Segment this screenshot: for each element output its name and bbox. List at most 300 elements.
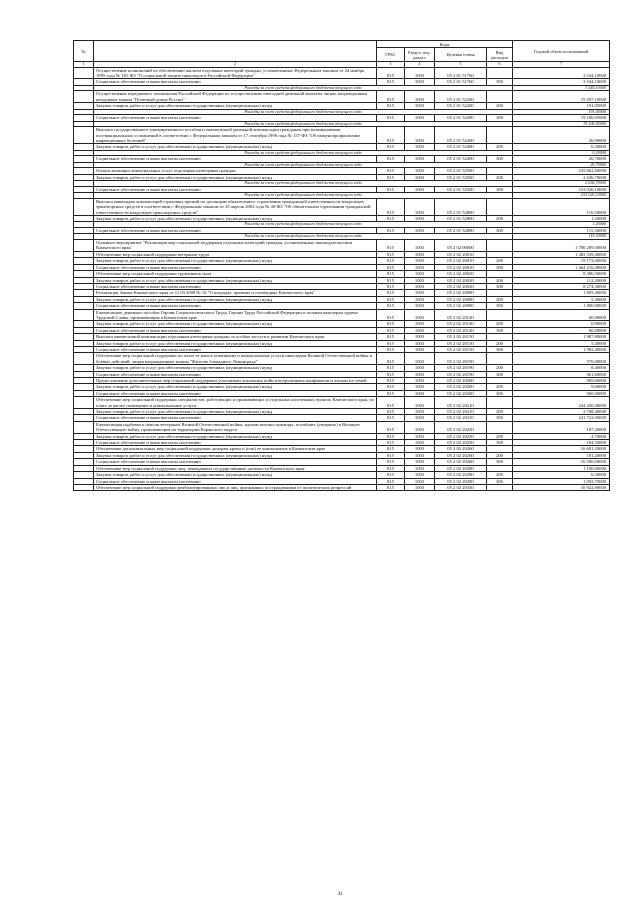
row-name: Социальное обеспечение и иные выплаты населению bbox=[94, 415, 377, 421]
row-target: 05 2 02 20190 bbox=[435, 365, 487, 371]
row-target: 05 2 02 20080 bbox=[435, 303, 487, 309]
row-amount: 1 100,00000 bbox=[513, 465, 610, 471]
row-grbs: 815 bbox=[377, 371, 405, 377]
row-amount: 244 430,40000 bbox=[513, 397, 610, 409]
row-section: 1003 bbox=[405, 484, 435, 490]
row-target: 05 2 01 52500 bbox=[435, 174, 487, 180]
row-grbs: 815 bbox=[377, 198, 405, 215]
row-name: Выплата ежемесячной компенсации отдельным категориям граждан за особые заслуги в развитии Камчатского края bbox=[94, 334, 377, 340]
row-target: 05 2 02 20020 bbox=[435, 277, 487, 283]
row-grbs: 815 bbox=[377, 321, 405, 327]
row-grbs: 815 bbox=[377, 472, 405, 478]
row-amount: 60,90000 bbox=[513, 309, 610, 321]
row-grbs: 815 bbox=[377, 67, 405, 79]
row-amount: 1 800,00000 bbox=[513, 303, 610, 309]
row-name: Закупка товаров, работ и услуг для обеспечения государственных (муниципальных) нужд bbox=[94, 433, 377, 439]
row-type bbox=[487, 421, 513, 433]
row-grbs: 815 bbox=[377, 446, 405, 452]
row-target: 05 2 02 20250 bbox=[435, 433, 487, 439]
row-section: 1003 bbox=[405, 198, 435, 215]
row-grbs: 815 bbox=[377, 327, 405, 333]
row-amount: 233 026,10000 bbox=[513, 193, 610, 199]
row-type: 300 bbox=[487, 478, 513, 484]
row-amount: 184,50000 bbox=[513, 440, 610, 446]
row-name: Осуществление полномочий по обеспечению жильем отдельных категорий граждан, установленных Федеральным законом от 24 ноября 1995 года № 181-ФЗ "О социальной защите инвалидов в Российской Федерации" bbox=[94, 67, 377, 79]
row-name: Обеспечение мер социальной поддержки лиц, замещавших государственные должности Камчатского края bbox=[94, 465, 377, 471]
row-grbs: 815 bbox=[377, 465, 405, 471]
row-target: 05 2 02 20190 bbox=[435, 371, 487, 377]
row-target: 05 2 02 20190 bbox=[435, 353, 487, 365]
index-cell: 2 bbox=[94, 62, 377, 68]
header-grbs: ГРБС bbox=[377, 48, 405, 62]
row-note-text: Расходы за счет средств федерального бюджета текущего года bbox=[94, 121, 513, 127]
row-target: 05 2 02 20330 bbox=[435, 484, 487, 490]
row-section: 1003 bbox=[405, 271, 435, 277]
row-section: 1003 bbox=[405, 79, 435, 85]
row-type bbox=[487, 67, 513, 79]
index-cell: 3 bbox=[377, 62, 405, 68]
row-section: 1003 bbox=[405, 127, 435, 144]
row-target: 05 2 02 20260 bbox=[435, 459, 487, 465]
row-name: Социальное обеспечение и иные выплаты населению bbox=[94, 478, 377, 484]
row-type: 200 bbox=[487, 472, 513, 478]
row-section: 1003 bbox=[405, 397, 435, 409]
row-type: 200 bbox=[487, 216, 513, 222]
row-section: 1003 bbox=[405, 264, 435, 270]
row-target: 05 2 02 20150 bbox=[435, 346, 487, 352]
row-type: 200 bbox=[487, 144, 513, 150]
row-type bbox=[487, 484, 513, 490]
row-amount: 115,30000 bbox=[513, 234, 610, 240]
row-target: 05 2 01 52400 bbox=[435, 144, 487, 150]
table-row bbox=[74, 91, 610, 103]
row-type bbox=[487, 91, 513, 103]
row-note-text: Расходы за счет средств федерального бюджета текущего года bbox=[94, 109, 513, 115]
row-grbs: 815 bbox=[377, 409, 405, 415]
row-name: Закупка товаров, работ и услуг для обеспечения государственных (муниципальных) нужд bbox=[94, 340, 377, 346]
row-target: 05 2 01 52500 bbox=[435, 186, 487, 192]
row-section: 1003 bbox=[405, 277, 435, 283]
row-section: 1003 bbox=[405, 346, 435, 352]
row-num bbox=[74, 240, 94, 252]
row-type: 200 bbox=[487, 174, 513, 180]
row-type: 300 bbox=[487, 346, 513, 352]
row-grbs: 815 bbox=[377, 303, 405, 309]
row-section: 1003 bbox=[405, 409, 435, 415]
row-name: Социальное обеспечение и иные выплаты населению bbox=[94, 186, 377, 192]
row-amount: 0,20000 bbox=[513, 144, 610, 150]
row-amount: 19 106,05000 bbox=[513, 115, 610, 121]
row-target: 05 2 02 20210 bbox=[435, 409, 487, 415]
row-target: 05 2 02 20280 bbox=[435, 472, 487, 478]
row-target: 05 2 01 52800 bbox=[435, 228, 487, 234]
row-type: 200 bbox=[487, 258, 513, 264]
table-row bbox=[74, 198, 610, 215]
row-section: 1003 bbox=[405, 115, 435, 121]
row-type: 300 bbox=[487, 283, 513, 289]
row-target: 05 2 02 20010 bbox=[435, 251, 487, 257]
row-section: 1003 bbox=[405, 433, 435, 439]
row-section: 1003 bbox=[405, 228, 435, 234]
row-name: Обеспечение мер социальной поддержки тружеников тыла bbox=[94, 271, 377, 277]
row-grbs: 815 bbox=[377, 127, 405, 144]
row-section: 1003 bbox=[405, 251, 435, 257]
row-name: Закупка товаров, работ и услуг для обеспечения государственных (муниципальных) нужд bbox=[94, 174, 377, 180]
row-grbs: 815 bbox=[377, 296, 405, 302]
row-amount: 26,70000 bbox=[513, 162, 610, 168]
row-amount: 181,20000 bbox=[513, 452, 610, 458]
row-amount: 2 636,70000 bbox=[513, 174, 610, 180]
row-name: Закупка товаров, работ и услуг для обеспечения государственных (муниципальных) нужд bbox=[94, 365, 377, 371]
row-type: 200 bbox=[487, 384, 513, 390]
header-amount: Годовой объем ассигнований bbox=[513, 41, 610, 62]
row-target: 05 2 02 20140 bbox=[435, 309, 487, 321]
row-name: Социальное обеспечение и иные выплаты населению bbox=[94, 390, 377, 396]
header-num: № bbox=[74, 41, 94, 62]
row-type: 200 bbox=[487, 409, 513, 415]
row-amount: 1 780 289,50000 bbox=[513, 240, 610, 252]
row-section: 1003 bbox=[405, 303, 435, 309]
row-target: 05 2 01 52200 bbox=[435, 91, 487, 103]
row-amount: 8 386,50000 bbox=[513, 271, 610, 277]
row-name: Социальное обеспечение и иные выплаты населению bbox=[94, 156, 377, 162]
row-section: 1003 bbox=[405, 384, 435, 390]
row-name: Социальное обеспечение и иные выплаты населению bbox=[94, 228, 377, 234]
row-target: 05 2 02 20150 bbox=[435, 340, 487, 346]
row-note-text: Расходы за счет средств федерального бюджета текущего года bbox=[94, 181, 513, 187]
index-cell: 6 bbox=[487, 62, 513, 68]
table-row bbox=[74, 353, 610, 365]
row-section: 1003 bbox=[405, 465, 435, 471]
row-amount: 1 987,80000 bbox=[513, 334, 610, 340]
index-cell: 4 bbox=[405, 62, 435, 68]
row-num bbox=[74, 421, 94, 433]
row-target: 05 2 02 20260 bbox=[435, 446, 487, 452]
row-name: Обеспечение мер социальной поддержки по плате за жилое помещение и коммунальные услуги инвалидам Великой Отечественной войны и боевых действий, лицам награжденным знаком "Жителю блокадного Ленинграда" bbox=[94, 353, 377, 365]
row-target: 05 2 02 20200 bbox=[435, 378, 487, 384]
row-type bbox=[487, 198, 513, 215]
row-num bbox=[74, 91, 94, 103]
row-target: 05 2 02 20260 bbox=[435, 452, 487, 458]
row-target: 05 2 01 52400 bbox=[435, 127, 487, 144]
row-amount: 16 500,00000 bbox=[513, 459, 610, 465]
row-grbs: 815 bbox=[377, 216, 405, 222]
row-grbs: 815 bbox=[377, 384, 405, 390]
row-type bbox=[487, 240, 513, 252]
table-row bbox=[74, 421, 610, 433]
row-name: Закупка товаров, работ и услуг для обеспечения государственных (муниципальных) нужд bbox=[94, 409, 377, 415]
row-amount: 19 173,00000 bbox=[513, 258, 610, 264]
row-grbs: 815 bbox=[377, 421, 405, 433]
row-section: 1003 bbox=[405, 478, 435, 484]
row-note-text: Расходы за счет средств федерального бюджета текущего года bbox=[94, 85, 513, 91]
row-name: Закупка товаров, работ и услуг для обеспечения государственных (муниципальных) нужд bbox=[94, 296, 377, 302]
row-target: 05 2 02 20140 bbox=[435, 321, 487, 327]
row-target: 05 2 02 20020 bbox=[435, 271, 487, 277]
row-grbs: 815 bbox=[377, 271, 405, 277]
row-grbs: 815 bbox=[377, 484, 405, 490]
row-section: 1003 bbox=[405, 353, 435, 365]
row-grbs: 815 bbox=[377, 433, 405, 439]
row-grbs: 815 bbox=[377, 397, 405, 409]
row-grbs: 815 bbox=[377, 378, 405, 384]
row-type: 300 bbox=[487, 228, 513, 234]
row-name: Социальное обеспечение и иные выплаты населению bbox=[94, 264, 377, 270]
row-section: 1003 bbox=[405, 174, 435, 180]
row-section: 1003 bbox=[405, 283, 435, 289]
row-type: 300 bbox=[487, 303, 513, 309]
row-name: Обеспечение дополнительных мер социальной поддержки донорам крови и (или) ее компонентов в Камчатском крае bbox=[94, 446, 377, 452]
row-grbs: 815 bbox=[377, 103, 405, 109]
row-amount: 5,40000 bbox=[513, 340, 610, 346]
table-row bbox=[74, 484, 610, 490]
row-target: 05 2 02 20250 bbox=[435, 421, 487, 433]
row-target: 05 2 02 20140 bbox=[435, 327, 487, 333]
header-codes: Коды bbox=[377, 41, 513, 48]
row-type: 300 bbox=[487, 186, 513, 192]
row-target: 05 2 02 20010 bbox=[435, 258, 487, 264]
header-section: Раздел, под-раздел bbox=[405, 48, 435, 62]
row-name: Социальное обеспечение и иные выплаты населению bbox=[94, 327, 377, 333]
row-type: 300 bbox=[487, 156, 513, 162]
row-section: 1003 bbox=[405, 378, 435, 384]
table-row bbox=[74, 397, 610, 409]
row-num bbox=[74, 67, 94, 79]
row-amount: 2,70000 bbox=[513, 433, 610, 439]
row-grbs: 815 bbox=[377, 365, 405, 371]
row-amount: 960,00000 bbox=[513, 390, 610, 396]
row-section: 1003 bbox=[405, 240, 435, 252]
row-name: Закупка товаров, работ и услуг для обеспечения государственных (муниципальных) нужд bbox=[94, 384, 377, 390]
row-section: 1003 bbox=[405, 340, 435, 346]
row-amount: 1 982,40000 bbox=[513, 346, 610, 352]
row-target: 05 2 02 20010 bbox=[435, 264, 487, 270]
row-name: Закупка товаров, работ и услуг для обеспечения государственных (муниципальных) нужд bbox=[94, 277, 377, 283]
row-note-text: Расходы за счет средств федерального бюджета текущего года bbox=[94, 234, 513, 240]
row-amount: 5,40000 bbox=[513, 296, 610, 302]
row-amount: 241 722,00000 bbox=[513, 415, 610, 421]
row-type: 200 bbox=[487, 365, 513, 371]
row-grbs: 815 bbox=[377, 91, 405, 103]
row-amount: 112,20000 bbox=[513, 277, 610, 283]
header-name bbox=[94, 41, 377, 62]
row-grbs: 815 bbox=[377, 258, 405, 264]
row-amount: 1 093,70000 bbox=[513, 478, 610, 484]
row-amount: 969,60000 bbox=[513, 378, 610, 384]
row-type bbox=[487, 309, 513, 321]
row-note-text: Расходы за счет средств федерального бюджета текущего года bbox=[94, 162, 513, 168]
row-name: Обеспечение мер социальной поддержки ветеранов труда bbox=[94, 251, 377, 257]
row-amount: 116,50000 bbox=[513, 198, 610, 215]
row-grbs: 815 bbox=[377, 264, 405, 270]
row-section: 1003 bbox=[405, 309, 435, 321]
row-amount: 8 274,30000 bbox=[513, 283, 610, 289]
row-amount: 0,90000 bbox=[513, 321, 610, 327]
row-name: Социальное обеспечение и иные выплаты населению bbox=[94, 371, 377, 377]
row-grbs: 815 bbox=[377, 459, 405, 465]
row-section: 1003 bbox=[405, 459, 435, 465]
row-type: 300 bbox=[487, 115, 513, 121]
row-amount: 6,30000 bbox=[513, 472, 610, 478]
row-name: Закупка товаров, работ и услуг для обеспечения государственных (муниципальных) нужд bbox=[94, 258, 377, 264]
row-type: 200 bbox=[487, 433, 513, 439]
row-note-text: Расходы за счет средств федерального бюджета текущего года bbox=[94, 222, 513, 228]
row-target: 05 2 02 20210 bbox=[435, 397, 487, 409]
row-type: 200 bbox=[487, 103, 513, 109]
row-num bbox=[74, 127, 94, 144]
row-section: 1003 bbox=[405, 452, 435, 458]
row-amount: 9,60000 bbox=[513, 384, 610, 390]
row-amount: 8,40000 bbox=[513, 365, 610, 371]
header-type: Вид расходов bbox=[487, 48, 513, 62]
row-amount: 3 544,10000 bbox=[513, 67, 610, 79]
row-type: 200 bbox=[487, 277, 513, 283]
row-name: Реализация Закона Камчатского края от 11.03.2008 № 18 "О наградах, премиях и стипендиях Камчатского края" bbox=[94, 290, 377, 296]
row-type: 300 bbox=[487, 264, 513, 270]
row-type: 300 bbox=[487, 390, 513, 396]
row-target: 05 2 02 20200 bbox=[435, 390, 487, 396]
row-amount: 19 106,05000 bbox=[513, 121, 610, 127]
row-grbs: 815 bbox=[377, 240, 405, 252]
row-section: 1003 bbox=[405, 446, 435, 452]
row-section: 1003 bbox=[405, 472, 435, 478]
row-num bbox=[74, 353, 94, 365]
row-type: 300 bbox=[487, 415, 513, 421]
row-grbs: 815 bbox=[377, 115, 405, 121]
index-cell: 5 bbox=[435, 62, 487, 68]
row-name: Осуществление переданного полномочия Российской Федерации по осуществлению ежегодной денежной выплаты лицам, награжденным нагрудным знаком "Почетный донор России" bbox=[94, 91, 377, 103]
row-name: Оплата жилищно-коммунальных услуг отдельным категориям граждан bbox=[94, 168, 377, 174]
row-amount: 561,60000 bbox=[513, 371, 610, 377]
row-section: 1003 bbox=[405, 186, 435, 192]
row-amount: 16 922,80000 bbox=[513, 484, 610, 490]
budget-table bbox=[73, 40, 610, 491]
row-grbs: 815 bbox=[377, 415, 405, 421]
row-target: 05 2 01 52800 bbox=[435, 216, 487, 222]
row-name: Ежемесячное денежное пособие Героям Социалистического Труда, Героям Труда Российской Федерации и полным кавалерам ордена Трудовой Славы, проживающим в Камчатском крае bbox=[94, 309, 377, 321]
row-type: 200 bbox=[487, 452, 513, 458]
row-section: 1003 bbox=[405, 290, 435, 296]
row-amount: 19 297,10000 bbox=[513, 91, 610, 103]
row-section: 1003 bbox=[405, 421, 435, 433]
row-type bbox=[487, 353, 513, 365]
row-amount: 1 805,40000 bbox=[513, 290, 610, 296]
row-section: 1003 bbox=[405, 296, 435, 302]
row-name: Социальное обеспечение и иные выплаты населению bbox=[94, 459, 377, 465]
row-amount: 3 544,10000 bbox=[513, 79, 610, 85]
row-grbs: 815 bbox=[377, 79, 405, 85]
row-type: 300 bbox=[487, 440, 513, 446]
row-grbs: 815 bbox=[377, 277, 405, 283]
row-target: 05 2 01 52500 bbox=[435, 168, 487, 174]
row-target: 05 2 01 52400 bbox=[435, 156, 487, 162]
row-section: 1003 bbox=[405, 365, 435, 371]
row-grbs: 815 bbox=[377, 186, 405, 192]
index-cell: 1 bbox=[74, 62, 94, 68]
row-section: 1003 bbox=[405, 258, 435, 264]
row-grbs: 815 bbox=[377, 390, 405, 396]
row-amount: 2 636,70000 bbox=[513, 181, 610, 187]
row-name: Предоставление дополнительных мер социальной поддержки участникам локальных войн и вооруженных конфликтов и членам их семей bbox=[94, 378, 377, 384]
row-name: Социальное обеспечение и иные выплаты населению bbox=[94, 79, 377, 85]
row-section: 1003 bbox=[405, 371, 435, 377]
row-section: 1003 bbox=[405, 390, 435, 396]
row-name: Закупка товаров, работ и услуг для обеспечения государственных (муниципальных) нужд bbox=[94, 216, 377, 222]
row-target: 05 2 01 52200 bbox=[435, 115, 487, 121]
row-type bbox=[487, 397, 513, 409]
row-amount: 26,70000 bbox=[513, 156, 610, 162]
row-section: 1003 bbox=[405, 144, 435, 150]
row-target: 05 2 02 20080 bbox=[435, 296, 487, 302]
table-body bbox=[74, 67, 610, 491]
row-grbs: 815 bbox=[377, 478, 405, 484]
row-type: 200 bbox=[487, 340, 513, 346]
row-section: 1003 bbox=[405, 334, 435, 340]
table-row bbox=[74, 240, 610, 252]
header-target: Целевая статья bbox=[435, 48, 487, 62]
row-amount: 1,20000 bbox=[513, 216, 610, 222]
row-name: Социальное обеспечение и иные выплаты населению bbox=[94, 303, 377, 309]
row-type: 300 bbox=[487, 79, 513, 85]
row-target: 05 2 02 00000 bbox=[435, 240, 487, 252]
row-amount: 570,00000 bbox=[513, 353, 610, 365]
row-grbs: 815 bbox=[377, 283, 405, 289]
row-grbs: 815 bbox=[377, 440, 405, 446]
row-note-text: Расходы за счет средств федерального бюджета текущего года bbox=[94, 193, 513, 199]
row-amount: 60,00000 bbox=[513, 327, 610, 333]
row-type: 300 bbox=[487, 371, 513, 377]
row-target: 05 2 01 51760 bbox=[435, 67, 487, 79]
row-amount: 3 544,10000 bbox=[513, 85, 610, 91]
row-target: 05 2 02 20210 bbox=[435, 415, 487, 421]
row-amount: 233 026,10000 bbox=[513, 186, 610, 192]
row-section: 1003 bbox=[405, 67, 435, 79]
row-amount: 16 681,20000 bbox=[513, 446, 610, 452]
row-name: Закупка товаров, работ и услуг для обеспечения государственных (муниципальных) нужд bbox=[94, 321, 377, 327]
row-grbs: 815 bbox=[377, 334, 405, 340]
row-name: Ежемесячная надбавка к пенсии ветеранам Великой Отечественной войны, вдовам военнослужащих, погибших (умерших) в Великую Отечественную войну, проживающим на территории Корякского округа bbox=[94, 421, 377, 433]
row-grbs: 815 bbox=[377, 156, 405, 162]
row-grbs: 815 bbox=[377, 353, 405, 365]
row-name: Социальное обеспечение и иные выплаты населению bbox=[94, 283, 377, 289]
row-target: 05 2 02 20020 bbox=[435, 283, 487, 289]
row-name: Социальное обеспечение и иные выплаты населению bbox=[94, 115, 377, 121]
row-grbs: 815 bbox=[377, 168, 405, 174]
row-target: 05 2 02 20150 bbox=[435, 334, 487, 340]
row-target: 05 2 02 20280 bbox=[435, 478, 487, 484]
row-target: 05 2 02 20080 bbox=[435, 290, 487, 296]
row-name: Основное мероприятие "Реализация мер социальной поддержки отдельных категорий граждан, установленных законодательством Камчатского края" bbox=[94, 240, 377, 252]
table-row bbox=[74, 67, 610, 79]
row-name: Обеспечение мер социальной поддержки специалистов, работающих и проживающих в отдельных населенных пунктах Камчатского края, по плате за жилое помещение и коммунальные услуги bbox=[94, 397, 377, 409]
row-type bbox=[487, 127, 513, 144]
row-section: 1003 bbox=[405, 216, 435, 222]
row-amount: 235 662,60000 bbox=[513, 168, 610, 174]
row-grbs: 815 bbox=[377, 290, 405, 296]
row-section: 1003 bbox=[405, 91, 435, 103]
table-row bbox=[74, 309, 610, 321]
page-number: 41 bbox=[338, 892, 343, 897]
row-section: 1003 bbox=[405, 440, 435, 446]
row-type: 200 bbox=[487, 296, 513, 302]
table-header bbox=[74, 41, 610, 68]
row-type: 300 bbox=[487, 327, 513, 333]
row-name: Выплата инвалидам компенсаций страховых премий по договорам обязательного страхования гражданской ответственности владельцев транспортных средств в соответствии с Федеральным законом от 25 апреля 2002 года № 40-ФЗ "Об обязательном страховании гражданской ответственности владельцев транспортных средств" bbox=[94, 198, 377, 215]
row-name: Выплата государственного единовременного пособия и ежемесячной денежной компенсации гражданам при возникновении поствакцинальных осложнений в соответствии с Федеральным законом от 17 сентября 1998 года № 157-ФЗ "Об иммунопрофилактике инфекционных болезней" bbox=[94, 127, 377, 144]
index-cell: 7 bbox=[513, 62, 610, 68]
row-type: 300 bbox=[487, 459, 513, 465]
row-grbs: 815 bbox=[377, 452, 405, 458]
